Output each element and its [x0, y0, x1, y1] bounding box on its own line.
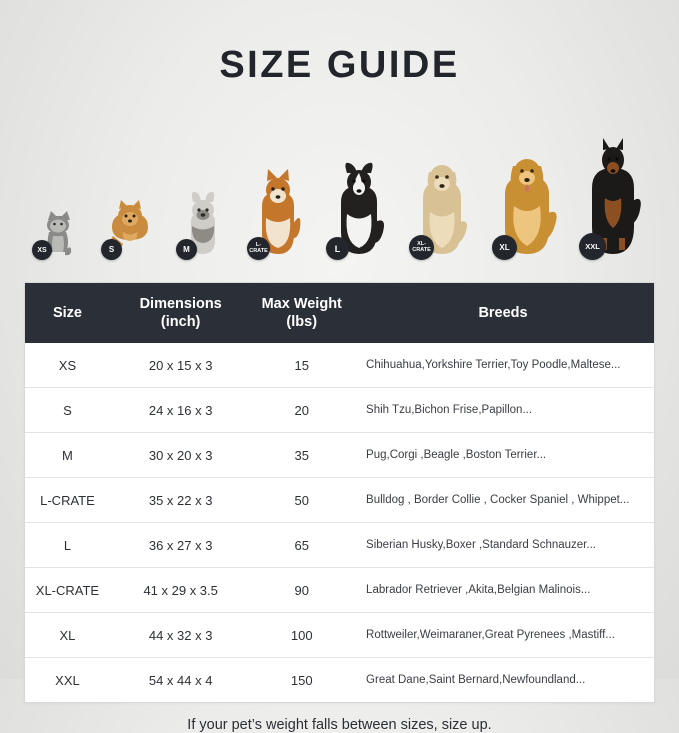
- size-guide-table: [24, 282, 655, 703]
- cell-breeds: Siberian Husky,Boxer ,Standard Schnauzer...: [352, 523, 654, 568]
- cell-size: M: [25, 433, 110, 478]
- table-row: [25, 658, 654, 703]
- animal-s: [103, 196, 157, 256]
- animal-l: [328, 160, 390, 256]
- animal-xxl: [581, 138, 645, 256]
- cell-size: L-CRATE: [25, 478, 110, 523]
- badge-s: S: [101, 239, 122, 260]
- cell-dimensions: 24 x 16 x 3: [110, 388, 252, 433]
- column-header-max-weight-line1: Max Weight: [261, 296, 342, 312]
- column-header-size: [25, 283, 110, 343]
- labrador-silhouette: [411, 156, 473, 256]
- cell-breeds: Labrador Retriever ,Akita,Belgian Malinois...: [352, 568, 654, 613]
- cell-dimensions: 44 x 32 x 3: [110, 613, 252, 658]
- column-header-max-weight-line2: (lbs): [286, 314, 318, 331]
- cell-dimensions: 30 x 20 x 3: [110, 433, 252, 478]
- animal-size-illustrations: [0, 106, 679, 256]
- cell-dimensions: 36 x 27 x 3: [110, 523, 252, 568]
- cell-breeds: Rottweiler,Weimaraner,Great Pyrenees ,Mastiff...: [352, 613, 654, 658]
- column-header-dimensions-line2: (inch): [160, 314, 201, 331]
- cell-weight: 150: [251, 658, 352, 703]
- cell-size: S: [25, 388, 110, 433]
- animal-l-crate: [249, 168, 307, 256]
- animal-xs: [34, 204, 82, 256]
- badge-xs: XS: [32, 240, 52, 260]
- animal-m: [178, 190, 228, 256]
- column-header-dimensions-line1: Dimensions: [139, 296, 222, 312]
- cell-weight: 20: [251, 388, 352, 433]
- column-header-size-line1: Size: [52, 305, 82, 322]
- cell-weight: 35: [251, 433, 352, 478]
- doberman-silhouette: [581, 138, 645, 256]
- badge-l-crate: L-CRATE: [247, 237, 270, 260]
- animal-xl-crate: [411, 156, 473, 256]
- table-header-row: [25, 283, 654, 343]
- cell-size: L: [25, 523, 110, 568]
- cell-breeds: Pug,Corgi ,Beagle ,Boston Terrier...: [352, 433, 654, 478]
- column-header-max-weight: [251, 283, 352, 343]
- badge-xl-crate: XL-CRATE: [409, 235, 434, 260]
- table-row: [25, 523, 654, 568]
- cat-silhouette: [34, 204, 82, 256]
- column-header-dimensions: [110, 283, 252, 343]
- pomeranian-silhouette: [103, 196, 157, 256]
- cell-breeds: Chihuahua,Yorkshire Terrier,Toy Poodle,Maltese...: [352, 343, 654, 388]
- cell-weight: 65: [251, 523, 352, 568]
- animal-xl: [494, 148, 560, 256]
- cell-dimensions: 35 x 22 x 3: [110, 478, 252, 523]
- footnote: If your pet’s weight falls between sizes, size up.: [187, 717, 492, 733]
- table-row: [25, 433, 654, 478]
- column-header-breeds-line1: Breeds: [478, 305, 528, 322]
- cell-weight: 15: [251, 343, 352, 388]
- cell-dimensions: 41 x 29 x 3.5: [110, 568, 252, 613]
- cell-breeds: Great Dane,Saint Bernard,Newfoundland...: [352, 658, 654, 703]
- golden-retriever-silhouette: [494, 148, 560, 256]
- french-bulldog-silhouette: [178, 190, 228, 256]
- table-row: [25, 343, 654, 388]
- badge-xxl: XXL: [579, 233, 606, 260]
- table-row: [25, 568, 654, 613]
- cell-size: XL: [25, 613, 110, 658]
- cell-breeds: Shih Tzu,Bichon Frise,Papillon...: [352, 388, 654, 433]
- cell-size: XS: [25, 343, 110, 388]
- badge-xl: XL: [492, 235, 517, 260]
- border-collie-silhouette: [328, 160, 390, 256]
- cell-dimensions: 54 x 44 x 4: [110, 658, 252, 703]
- badge-m: M: [176, 239, 197, 260]
- cell-weight: 100: [251, 613, 352, 658]
- badge-l: L: [326, 237, 349, 260]
- table-row: [25, 613, 654, 658]
- table-row: [25, 478, 654, 523]
- cell-size: XL-CRATE: [25, 568, 110, 613]
- cell-breeds: Bulldog , Border Collie , Cocker Spaniel , Whippet...: [352, 478, 654, 523]
- cell-weight: 90: [251, 568, 352, 613]
- cell-dimensions: 20 x 15 x 3: [110, 343, 252, 388]
- column-header-breeds: [352, 283, 654, 343]
- page-title: SIZE GUIDE: [219, 44, 460, 86]
- cell-weight: 50: [251, 478, 352, 523]
- table-row: [25, 388, 654, 433]
- shiba-inu-silhouette: [249, 168, 307, 256]
- cell-size: XXL: [25, 658, 110, 703]
